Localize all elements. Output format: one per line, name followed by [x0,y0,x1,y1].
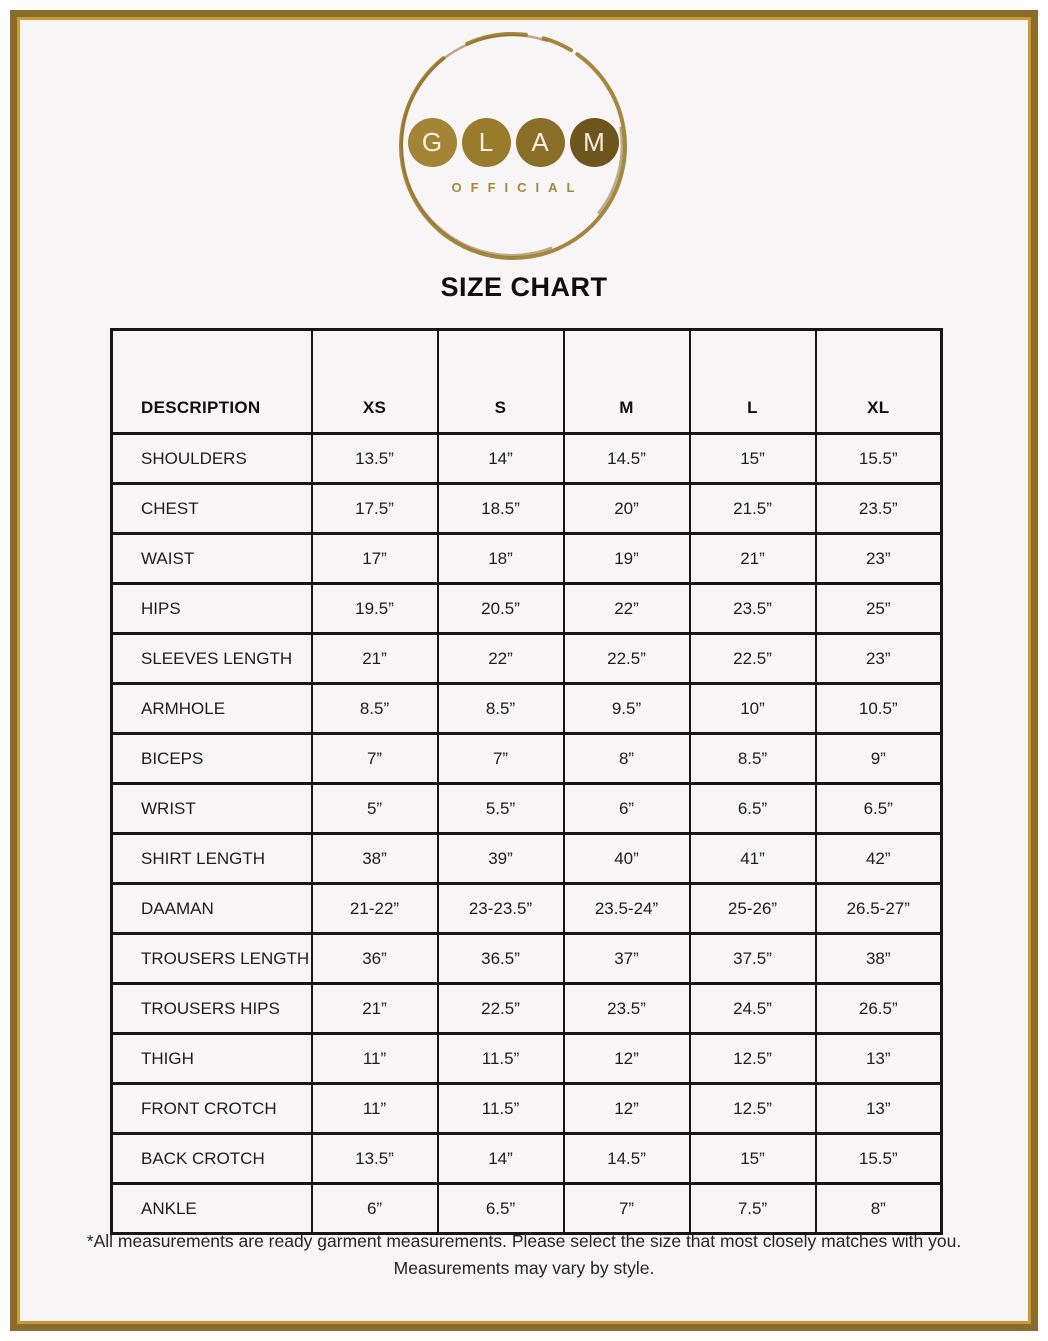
size-value-cell: 21-22” [312,884,438,934]
size-value-cell: 13.5” [312,1134,438,1184]
logo-letter-circle [516,118,565,167]
size-value-cell: 21.5” [690,484,816,534]
size-value-cell: 22.5” [690,634,816,684]
row-label: WRIST [112,784,312,834]
table-row [112,1184,942,1234]
size-value-cell: 8.5” [438,684,564,734]
table-row [112,934,942,984]
column-header-description: DESCRIPTION [112,330,312,434]
row-label: DAAMAN [112,884,312,934]
size-value-cell: 25-26” [690,884,816,934]
size-value-cell: 38” [816,934,942,984]
footnote-line-2: Measurements may vary by style. [393,1258,655,1278]
page-title: SIZE CHART [440,272,608,302]
footnote-line-1: *All measurements are ready garment measurements. Please select the size that most closely matches with you. [86,1231,962,1251]
size-value-cell: 6.5” [690,784,816,834]
row-label: ARMHOLE [112,684,312,734]
size-value-cell: 12.5” [690,1034,816,1084]
logo-letter-circle [462,118,511,167]
row-label: FRONT CROTCH [112,1084,312,1134]
table-row [112,434,942,484]
size-value-cell: 13.5” [312,434,438,484]
row-label: WAIST [112,534,312,584]
table-header-row [112,330,942,434]
size-value-cell: 22.5” [564,634,690,684]
size-value-cell: 11” [312,1084,438,1134]
logo-letter: A [531,127,549,157]
size-value-cell: 42” [816,834,942,884]
size-value-cell: 12” [564,1084,690,1134]
size-value-cell: 10” [690,684,816,734]
table-row [112,1034,942,1084]
size-value-cell: 8.5” [312,684,438,734]
row-label: HIPS [112,584,312,634]
size-value-cell: 24.5” [690,984,816,1034]
size-value-cell: 6.5” [816,784,942,834]
table-row [112,1084,942,1134]
size-value-cell: 12” [564,1034,690,1084]
brand-logo [395,28,631,264]
column-header-m: M [564,330,690,434]
size-value-cell: 22” [564,584,690,634]
size-value-cell: 23.5-24” [564,884,690,934]
row-label: BICEPS [112,734,312,784]
size-value-cell: 20” [564,484,690,534]
row-label: SLEEVES LENGTH [112,634,312,684]
size-value-cell: 14.5” [564,434,690,484]
row-label: TROUSERS HIPS [112,984,312,1034]
size-value-cell: 14” [438,1134,564,1184]
size-value-cell: 15” [690,1134,816,1184]
size-value-cell: 11” [312,1034,438,1084]
table-row [112,684,942,734]
row-label: ANKLE [112,1184,312,1234]
column-header-s: S [438,330,564,434]
size-value-cell: 25” [816,584,942,634]
logo-letter: L [478,127,494,157]
size-value-cell: 5.5” [438,784,564,834]
column-header-xl: XL [816,330,942,434]
logo-letters [395,118,631,167]
size-value-cell: 23” [816,534,942,584]
size-value-cell: 13” [816,1034,942,1084]
size-value-cell: 5” [312,784,438,834]
size-value-cell: 11.5” [438,1084,564,1134]
size-value-cell: 6” [564,784,690,834]
row-label: BACK CROTCH [112,1134,312,1184]
size-value-cell: 19.5” [312,584,438,634]
size-value-cell: 21” [312,984,438,1034]
logo-letter: M [583,127,605,157]
size-value-cell: 26.5-27” [816,884,942,934]
row-label: CHEST [112,484,312,534]
size-value-cell: 26.5” [816,984,942,1034]
logo-letter-circle [408,118,457,167]
size-value-cell: 6” [312,1184,438,1234]
size-value-cell: 39” [438,834,564,884]
row-label: THIGH [112,1034,312,1084]
size-value-cell: 6.5” [438,1184,564,1234]
logo-letter-circle [570,118,619,167]
size-value-cell: 15” [690,434,816,484]
size-value-cell: 23.5” [816,484,942,534]
size-value-cell: 18” [438,534,564,584]
size-value-cell: 38” [312,834,438,884]
size-value-cell: 36.5” [438,934,564,984]
size-value-cell: 7” [564,1184,690,1234]
size-value-cell: 37” [564,934,690,984]
size-value-cell: 8.5” [690,734,816,784]
size-value-cell: 7.5” [690,1184,816,1234]
size-value-cell: 23-23.5” [438,884,564,934]
table-row [112,534,942,584]
size-value-cell: 11.5” [438,1034,564,1084]
table-row [112,734,942,784]
size-chart-table [110,328,943,1235]
table-row [112,884,942,934]
row-label: SHOULDERS [112,434,312,484]
size-value-cell: 7” [312,734,438,784]
logo-subtitle: OFFICIAL [451,180,584,195]
size-value-cell: 17.5” [312,484,438,534]
size-value-cell: 22” [438,634,564,684]
table-row [112,834,942,884]
logo-letter: G [421,127,443,157]
size-value-cell: 7” [438,734,564,784]
size-value-cell: 40” [564,834,690,884]
size-value-cell: 8” [564,734,690,784]
size-value-cell: 18.5” [438,484,564,534]
size-value-cell: 9.5” [564,684,690,734]
size-value-cell: 14” [438,434,564,484]
size-value-cell: 8” [816,1184,942,1234]
footnote [0,1228,1048,1282]
size-value-cell: 23” [816,634,942,684]
table-row [112,984,942,1034]
size-table-body [112,434,942,1234]
table-row [112,484,942,534]
size-value-cell: 23.5” [690,584,816,634]
size-value-cell: 12.5” [690,1084,816,1134]
size-value-cell: 17” [312,534,438,584]
table-row [112,584,942,634]
size-value-cell: 36” [312,934,438,984]
row-label: SHIRT LENGTH [112,834,312,884]
size-value-cell: 19” [564,534,690,584]
size-value-cell: 15.5” [816,1134,942,1184]
size-value-cell: 22.5” [438,984,564,1034]
size-value-cell: 23.5” [564,984,690,1034]
size-value-cell: 20.5” [438,584,564,634]
size-value-cell: 13” [816,1084,942,1134]
size-value-cell: 41” [690,834,816,884]
size-value-cell: 9” [816,734,942,784]
size-value-cell: 10.5” [816,684,942,734]
column-header-l: L [690,330,816,434]
table-row [112,784,942,834]
table-row [112,1134,942,1184]
row-label: TROUSERS LENGTH [112,934,312,984]
size-value-cell: 21” [690,534,816,584]
size-value-cell: 21” [312,634,438,684]
size-value-cell: 14.5” [564,1134,690,1184]
size-value-cell: 15.5” [816,434,942,484]
table-row [112,634,942,684]
size-value-cell: 37.5” [690,934,816,984]
column-header-xs: XS [312,330,438,434]
